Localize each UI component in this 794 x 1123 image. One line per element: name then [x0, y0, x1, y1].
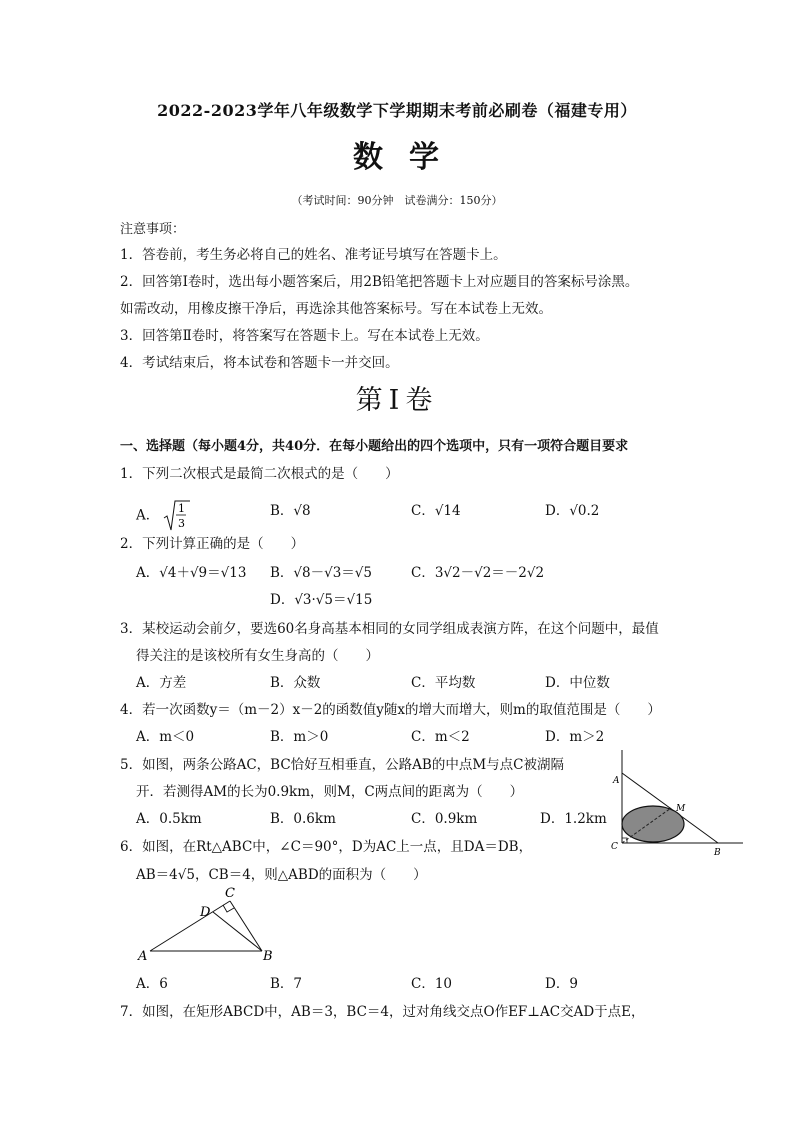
label-c: C — [611, 842, 618, 852]
question-3-option-c: C．平均数 — [411, 675, 476, 691]
question-6-option-a: A．6 — [136, 976, 168, 992]
question-5-stem-cont: 开．若测得AM的长为0.9km，则M，C两点间的距离为（ ） — [136, 784, 524, 800]
exam-info: （考试时间：90分钟 试卷满分：150分） — [291, 194, 503, 207]
question-1-option-a: A． 1 3 — [136, 499, 192, 533]
svg-text:1: 1 — [177, 502, 185, 515]
question-5-option-d: D．1.2km — [540, 811, 607, 827]
question-4-option-c: C．m＜2 — [411, 729, 470, 745]
note-line: 2．回答第Ⅰ卷时，选出每小题答案后，用2B铅笔把答题卡上对应题目的答案标号涂黑。 — [120, 274, 639, 290]
question-2-option-a: A．√4＋√9＝√13 — [136, 565, 247, 581]
label-a: A — [138, 949, 148, 964]
question-3-option-d: D．中位数 — [545, 675, 610, 691]
question-5-figure — [605, 745, 750, 860]
note-line: 3．回答第Ⅱ卷时，将答案写在答题卡上。写在本试卷上无效。 — [120, 328, 489, 344]
question-1-stem: 1．下列二次根式是最简二次根式的是（ ） — [120, 466, 399, 482]
label-b: B — [714, 848, 721, 858]
note-line: 4．考试结束后，将本试卷和答题卡一并交回。 — [120, 355, 399, 371]
question-6-stem: 6．如图，在Rt△ABC中，∠C＝90°，D为AC上一点，且DA＝DB， — [120, 839, 533, 855]
question-4-option-b: B．m＞0 — [270, 729, 329, 745]
question-6-option-c: C．10 — [411, 976, 453, 992]
question-2-option-c: C．3√2－√2＝－2√2 — [411, 565, 545, 581]
question-3-option-b: B．众数 — [270, 675, 321, 691]
question-3-stem: 3．某校运动会前夕，要选60名身高基本相同的女同学组成表演方阵，在这个问题中，最值 — [120, 621, 659, 637]
label-a: A — [613, 776, 620, 786]
question-3-stem-cont: 得关注的是该校所有女生身高的（ ） — [136, 648, 379, 664]
subject-title: 数学 — [353, 140, 465, 175]
label-c: C — [225, 886, 235, 901]
question-2-option-b: B．√8－√3＝√5 — [270, 565, 372, 581]
question-5-option-b: B．0.6km — [270, 811, 336, 827]
label-m: M — [676, 804, 686, 814]
question-6-option-b: B．7 — [270, 976, 303, 992]
question-6-figure — [135, 885, 280, 965]
question-4-stem: 4．若一次函数y＝（m－2）x－2的函数值y随x的增大而增大，则m的取值范围是（ ） — [120, 702, 661, 718]
question-2-stem: 2．下列计算正确的是（ ） — [120, 536, 305, 552]
svg-text:3: 3 — [177, 517, 185, 530]
sqrt-one-third-icon — [162, 499, 192, 533]
question-1-option-d: D．√0.2 — [545, 503, 600, 519]
notes-heading: 注意事项： — [120, 222, 186, 237]
note-line: 1．答卷前，考生务必将自己的姓名、准考证号填写在答题卡上。 — [120, 247, 507, 263]
label-b: B — [263, 949, 273, 964]
exam-title: 2022-2023学年八年级数学下学期期末考前必刷卷（福建专用） — [157, 101, 637, 120]
question-2-option-d: D．√3·√5＝√15 — [270, 592, 373, 608]
note-line: 如需改动，用橡皮擦干净后，再选涂其他答案标号。写在本试卷上无效。 — [120, 301, 552, 317]
question-4-option-d: D．m＞2 — [545, 729, 605, 745]
section-title: 一、选择题（每小题4分，共40分．在每小题给出的四个选项中，只有一项符合题目要求 — [120, 439, 629, 454]
question-4-option-a: A．m＜0 — [136, 729, 195, 745]
question-5-option-a: A．0.5km — [136, 811, 202, 827]
label-d: D — [200, 905, 211, 920]
volume-title: 第Ⅰ卷 — [355, 385, 439, 416]
question-7-stem: 7．如图，在矩形ABCD中，AB＝3，BC＝4，过对角线交点O作EF⊥AC交AD于点E， — [120, 1004, 645, 1020]
question-3-option-a: A．方差 — [136, 675, 187, 691]
question-6-stem-cont: AB＝4√5，CB＝4，则△ABD的面积为（ ） — [136, 867, 427, 883]
question-6-option-d: D．9 — [545, 976, 578, 992]
question-5-stem: 5．如图，两条公路AC，BC恰好互相垂直，公路AB的中点M与点C被湖隔 — [120, 757, 564, 773]
question-1-option-b: B．√8 — [270, 503, 311, 519]
question-1-option-c: C．√14 — [411, 503, 461, 519]
question-5-option-c: C．0.9km — [411, 811, 478, 827]
